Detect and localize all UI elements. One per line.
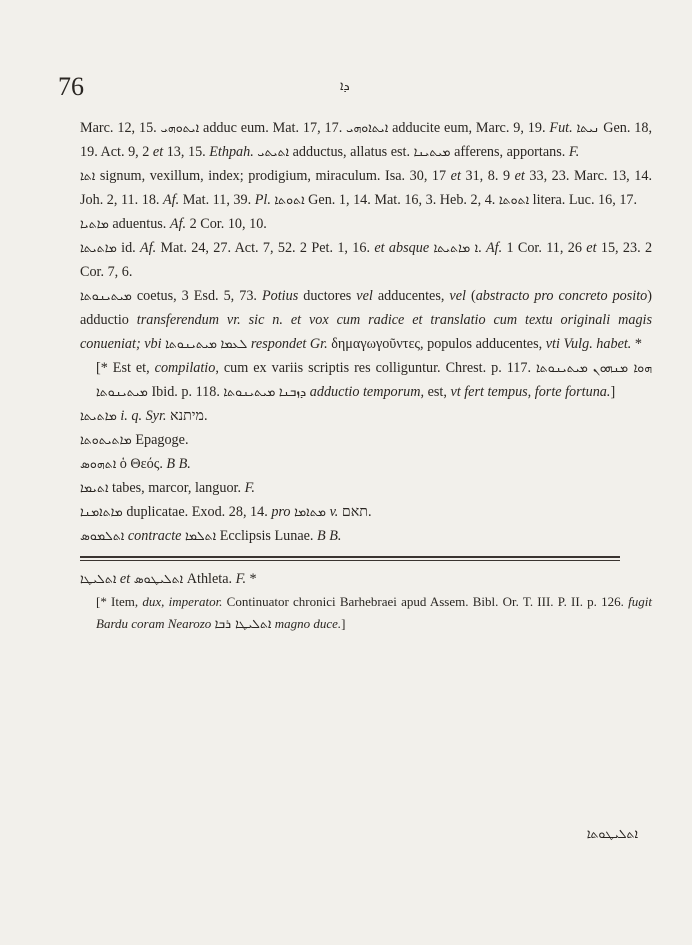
latin-text: signum, vexillum, index; prodigium, miraculum. Isa. 30, 17 — [95, 168, 451, 184]
latin-text: 31, 8. 9 — [460, 168, 515, 184]
syriac-word: ܐܬܠܡܐ — [184, 528, 217, 543]
latin-text: afferens, apportans. — [450, 144, 569, 160]
latin-text: * — [246, 571, 257, 587]
latin-text: adductus, allatus est. — [289, 144, 414, 160]
italic-text: adductio temporum, — [309, 384, 425, 400]
italic-text: F. — [235, 571, 246, 587]
latin-text: . — [478, 240, 486, 256]
latin-text: id. — [116, 240, 141, 256]
dictionary-entry — [80, 524, 652, 548]
latin-text: 2 Cor. 10, 10. — [186, 216, 267, 232]
syriac-word: ܐܬܠܝܛܐ — [80, 571, 117, 586]
latin-text: δημαγωγοῦντες, populos adducentes, — [327, 336, 546, 352]
syriac-word: ܐܬܠܝܛܐ ܪܒܐ — [214, 616, 272, 631]
latin-text: ductores — [298, 288, 357, 304]
syriac-word: ܐܝܬܘܗܝ — [160, 120, 200, 135]
italic-text: et absque — [374, 240, 430, 256]
syriac-word: ܐܬܐ — [80, 168, 96, 183]
latin-text: 33, 23. Marc. 13, 14. Joh. 2, 11. 18. — [80, 168, 653, 208]
latin-text: tabes, marcor, languor. — [108, 480, 245, 496]
italic-text: Potius — [261, 288, 299, 304]
latin-text: ) adductio — [80, 288, 653, 328]
syriac-word: ܡܝܬܝܢܘܬܐ — [223, 384, 276, 399]
syriac-word: ܡܐܬܝܐ — [80, 216, 109, 231]
syriac-word: ܠܥܡܐ — [220, 336, 248, 351]
latin-text: Continuator chronici Barhebraei apud Assem. Bibl. Or. T. III. P. II. p. 126. — [222, 594, 629, 609]
latin-text: litera. Luc. 16, 17. — [529, 192, 638, 208]
latin-text: Epagoge. — [131, 432, 189, 448]
italic-text: B B. — [317, 528, 342, 544]
dictionary-text — [80, 116, 652, 635]
italic-text: et — [514, 168, 525, 184]
latin-text: * — [631, 336, 642, 352]
latin-text: תאם. — [338, 504, 372, 520]
italic-text: Af. — [140, 240, 157, 256]
latin-text: Gen. 18, 19. Act. 9, 2 — [80, 120, 653, 160]
italic-text: magno duce. — [274, 616, 342, 631]
italic-text: F. — [244, 480, 255, 496]
syriac-word: ܡܐܬܝܬܐ — [433, 240, 471, 255]
syriac-word: ܐܬܝܬܝ — [257, 144, 290, 159]
italic-text: Fut. — [549, 120, 573, 136]
italic-text: vti Vulg. habet. — [545, 336, 632, 352]
syriac-word: ܢܝܬܐ — [576, 120, 600, 135]
latin-text: ( — [465, 288, 476, 304]
latin-text: ὁ Θεός. — [116, 456, 167, 472]
syriac-word: ܡܝܬܝܢܘܬܐ — [80, 288, 132, 303]
latin-text: 1 Cor. 11, 26 — [502, 240, 587, 256]
page-number: 76 — [58, 72, 84, 101]
italic-text: et — [152, 144, 164, 160]
italic-text: et — [119, 571, 131, 587]
italic-text: Af. — [163, 192, 180, 208]
syriac-word: ܐܬܝܡܐ — [80, 480, 109, 495]
latin-text: [* Item, — [96, 594, 143, 609]
italic-text: vel — [449, 288, 466, 304]
latin-text: est, — [424, 384, 451, 400]
syriac-word: ܐܬܠܡܘܣ — [80, 528, 125, 543]
syriac-word: ܡܝܬܝܢܐ — [413, 144, 451, 159]
italic-text: vel — [356, 288, 373, 304]
latin-text: adduc eum. Mat. 17, 17. — [199, 120, 347, 136]
latin-text: coetus, 3 Esd. 5, 73. — [131, 288, 262, 304]
italic-text: Af. — [485, 240, 503, 256]
italic-text: contracte — [127, 528, 182, 544]
syriac-word: ܐ — [474, 240, 479, 255]
syriac-word: ܐܬܘܬܐ — [498, 192, 530, 207]
dictionary-entry — [80, 212, 652, 236]
syriac-word: ܡܝܬܝܢܘܬܐ — [536, 360, 588, 375]
italic-text: F. — [568, 144, 580, 160]
syriac-word: ܐܬܗܘܣ — [80, 456, 117, 471]
dictionary-entry — [80, 500, 652, 524]
italic-text: Ethpah. — [209, 144, 254, 160]
italic-text: v. — [329, 504, 339, 520]
latin-text: Ecclipsis Lunae. — [216, 528, 318, 544]
dictionary-entry — [80, 428, 652, 452]
italic-text: transferendum vr. sic n. et vox cum radice et translatio cum textu originali magis conueniat; vbi — [80, 312, 652, 352]
syriac-word: ܐܝܬܐܘܗܝ — [346, 120, 389, 135]
catchword: ܐܬܠܝܛܘܬܐ — [586, 826, 638, 841]
syriac-word: ܐܬܠܝܛܘܣ — [133, 571, 184, 586]
italic-text: i. q. Syr. — [120, 408, 167, 424]
dictionary-entry — [80, 591, 652, 635]
latin-text: 15, 23. 2 Cor. 7, 6. — [80, 240, 653, 280]
italic-text: vt fert tempus, forte fortuna. — [450, 384, 611, 400]
latin-text: aduentus. — [108, 216, 170, 232]
signature-mark: ܕܐ — [340, 78, 350, 93]
syriac-word: ܡܝܬܝܢܘܬܐ — [96, 384, 148, 399]
latin-text: Athleta. — [183, 571, 236, 587]
latin-text: , cum ex variis scriptis res colliguntur. Chrest. p. 117. — [215, 360, 537, 376]
italic-text: et — [586, 240, 597, 256]
syriac-word: ܡܝܬܝܢܘܬܐ — [165, 336, 217, 351]
latin-text: 13, 15. — [163, 144, 210, 160]
latin-text: duplicatae. Exod. 28, 14. — [122, 504, 272, 520]
syriac-word: ܗܘܐ ܡܢܗܘܢ — [592, 360, 653, 375]
dictionary-entry — [80, 164, 652, 212]
latin-text: [* Est et, — [96, 360, 155, 376]
syriac-word: ܕܙܒܢܐ — [278, 384, 307, 399]
dictionary-entry — [80, 452, 652, 476]
dictionary-entry — [80, 567, 652, 591]
latin-text: Gen. 1, 14. Mat. 16, 3. Heb. 2, 4. — [304, 192, 499, 208]
dictionary-entry — [80, 404, 652, 428]
italic-text: B B. — [166, 456, 191, 472]
italic-text: fugit Bardu coram Nearozo — [96, 594, 652, 631]
syriac-word: ܡܐܬܝܬܘܬܐ — [80, 432, 132, 447]
italic-text: dux, imperator. — [142, 594, 223, 609]
latin-text: adducite eum, Marc. 9, 19. — [388, 120, 550, 136]
italic-text: Af. — [169, 216, 187, 232]
syriac-word: ܐܬܘܬܐ — [274, 192, 305, 207]
syriac-word: ܡܐܬܐܡܢܐ — [80, 504, 123, 519]
italic-text: Pl. — [254, 192, 271, 208]
italic-text: et — [450, 168, 461, 184]
italic-text: abstracto pro concreto posito — [475, 288, 648, 304]
dictionary-entry — [80, 236, 652, 284]
separator-rule — [80, 556, 652, 561]
latin-text: ] — [341, 616, 346, 631]
dictionary-entry — [80, 476, 652, 500]
latin-text: מיתנא. — [166, 408, 208, 424]
italic-text: pro — [271, 504, 291, 520]
syriac-word: ܡܬܐܡܐ — [294, 504, 327, 519]
dictionary-entry — [80, 284, 652, 356]
latin-text: adducentes, — [372, 288, 450, 304]
italic-text: compilatio — [154, 360, 216, 376]
latin-text: Mat. 24, 27. Act. 7, 52. 2 Pet. 1, 16. — [156, 240, 375, 256]
latin-text: Marc. 12, 15. — [80, 120, 161, 136]
latin-text: Ibid. p. 118. — [147, 384, 224, 400]
dictionary-entry — [80, 116, 652, 164]
latin-text: Mat. 11, 39. — [179, 192, 255, 208]
syriac-word: ܡܐܬܝܬܐ — [80, 240, 117, 255]
dictionary-entry — [80, 356, 652, 404]
italic-text: respondet Gr. — [250, 336, 328, 352]
syriac-word: ܡܐܬܝܬܐ — [80, 408, 117, 423]
latin-text: ] — [610, 384, 616, 400]
